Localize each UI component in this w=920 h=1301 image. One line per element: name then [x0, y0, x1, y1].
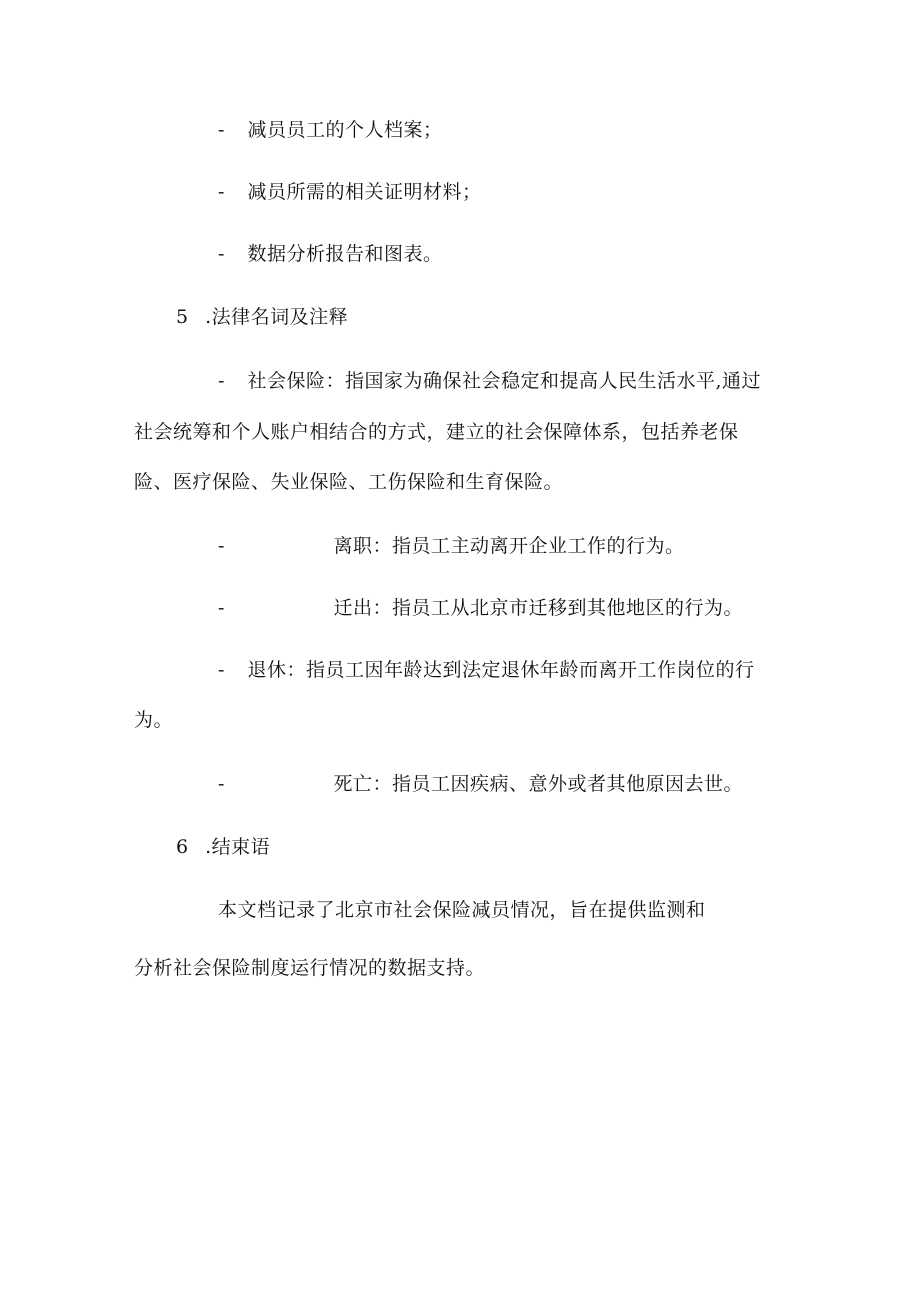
term-text-continuation: 为。: [134, 709, 174, 731]
term-text-continuation: 险、医疗保险、失业保险、工伤保险和生育保险。: [134, 471, 564, 493]
section-heading: [176, 835, 270, 859]
bullet-dash: -: [218, 370, 225, 392]
term-definition: [218, 658, 754, 682]
bullet-dash: -: [218, 119, 225, 141]
term-text: 退休：指员工因年龄达到法定退休年龄而离开工作岗位的行: [247, 659, 755, 681]
term-text: 死亡：指员工因疾病、意外或者其他原因去世。: [333, 773, 743, 795]
term-text: 迁出：指员工从北京市迁移到其他地区的行为。: [333, 597, 743, 619]
bullet-dash: -: [218, 181, 225, 203]
term-definition: [218, 596, 743, 620]
term-definition: [218, 369, 761, 393]
list-item-text: 减员所需的相关证明材料；: [247, 181, 482, 203]
bullet-dash: -: [218, 535, 225, 557]
term-definition: [218, 772, 743, 796]
bullet-dash: -: [218, 659, 225, 681]
list-item-text: 数据分析报告和图表。: [247, 243, 443, 265]
bullet-dash: -: [218, 243, 225, 265]
section-heading: [176, 305, 348, 329]
term-definition: [218, 534, 684, 558]
term-text-continuation: 社会统筹和个人账户相结合的方式，建立的社会保障体系，包括养老保: [134, 421, 739, 443]
conclusion-paragraph-continuation: 分析社会保险制度运行情况的数据支持。: [134, 957, 486, 979]
section-title: .结束语: [205, 836, 271, 858]
section-number: 6: [176, 836, 189, 858]
section-title: .法律名词及注释: [205, 306, 349, 328]
list-item: [218, 180, 481, 204]
list-item: [218, 242, 442, 266]
bullet-dash: -: [218, 597, 225, 619]
conclusion-paragraph: 本文档记录了北京市社会保险减员情况，旨在提供监测和: [218, 899, 706, 921]
bullet-dash: -: [218, 773, 225, 795]
list-item: [218, 118, 442, 142]
term-text: 社会保险：指国家为确保社会稳定和提高人民生活水平,通过: [247, 370, 762, 392]
list-item-text: 减员员工的个人档案；: [247, 119, 443, 141]
section-number: 5: [176, 306, 189, 328]
term-text: 离职：指员工主动离开企业工作的行为。: [333, 535, 685, 557]
